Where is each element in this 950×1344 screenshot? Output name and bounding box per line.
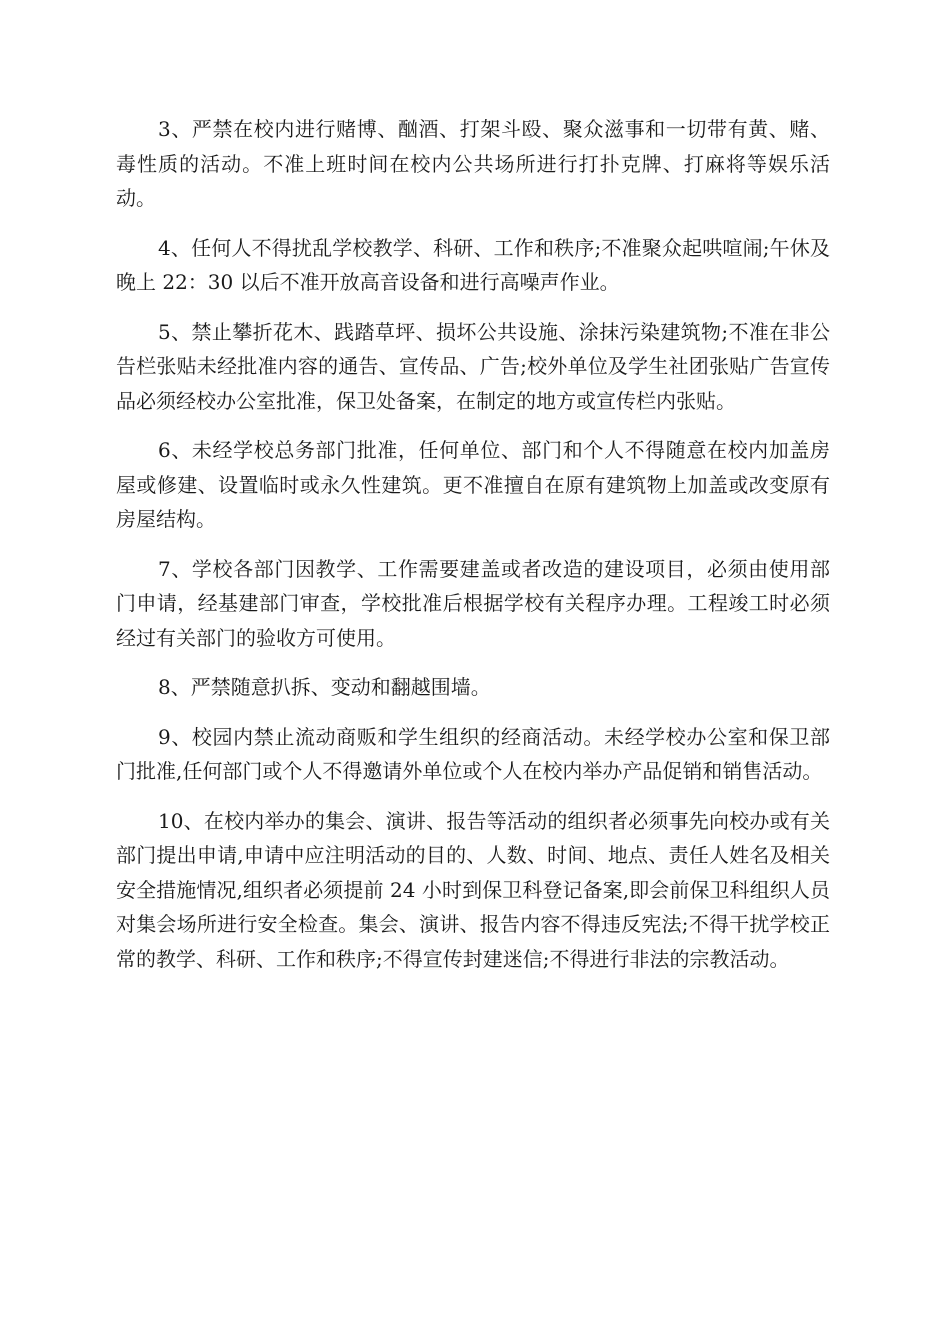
document-body — [116, 112, 830, 991]
rule-paragraph-5: 5、禁止攀折花木、践踏草坪、损坏公共设施、涂抹污染建筑物;不准在非公告栏张贴未经批准内容的通告、宣传品、广告;校外单位及学生社团张贴广告宣传品必须经校办公室批准，保卫处备案，在制定的地方或宣传栏内张贴。 — [116, 319, 830, 413]
rule-paragraph-7: 7、学校各部门因教学、工作需要建盖或者改造的建设项目，必须由使用部门申请，经基建部门审查，学校批准后根据学校有关程序办理。工程竣工时必须经过有关部门的验收方可使用。 — [116, 556, 830, 650]
rule-paragraph-9: 9、校园内禁止流动商贩和学生组织的经商活动。未经学校办公室和保卫部门批准,任何部门或个人不得邀请外单位或个人在校内举办产品促销和销售活动。 — [116, 724, 830, 783]
rule-paragraph-10: 10、在校内举办的集会、演讲、报告等活动的组织者必须事先向校办或有关部门提出申请,申请中应注明活动的目的、人数、时间、地点、责任人姓名及相关安全措施情况,组织者必须提前 24 小时到保卫科登记备案,即会前保卫科组织人员对集会场所进行安全检查。集会、演讲、报告内容不得违反宪法;不得干扰学校正常的教学、科研、工作和秩序;不得宣传封建迷信;不得进行非法的宗教活动。 — [116, 808, 830, 971]
rule-paragraph-6: 6、未经学校总务部门批准，任何单位、部门和个人不得随意在校内加盖房屋或修建、设置临时或永久性建筑。更不准擅自在原有建筑物上加盖或改变原有房屋结构。 — [116, 438, 830, 531]
rule-paragraph-4: 4、任何人不得扰乱学校教学、科研、工作和秩序;不准聚众起哄喧闹;午休及晚上 22：30 以后不准开放高音设备和进行高噪声作业。 — [116, 235, 830, 294]
rule-paragraph-3: 3、严禁在校内进行赌博、酗酒、打架斗殴、聚众滋事和一切带有黄、赌、毒性质的活动。不准上班时间在校内公共场所进行打扑克牌、打麻将等娱乐活动。 — [116, 117, 830, 210]
rule-paragraph-8: 8、严禁随意扒拆、变动和翻越围墙。 — [158, 675, 491, 699]
